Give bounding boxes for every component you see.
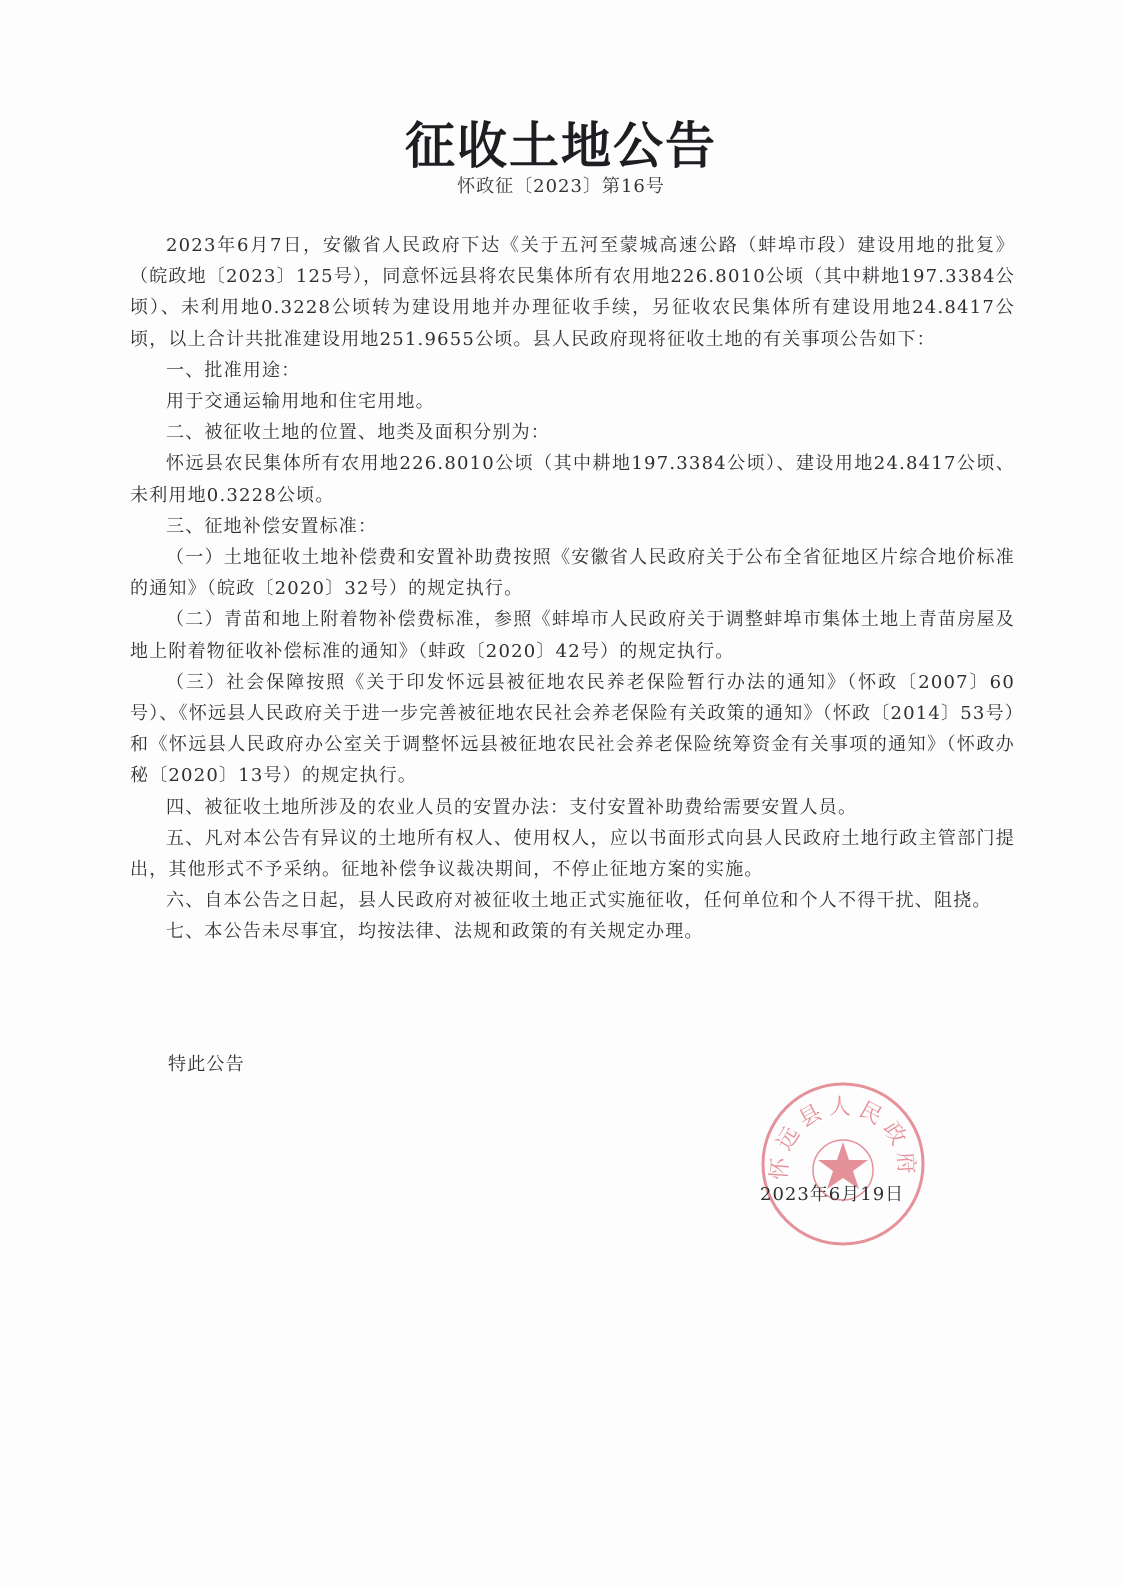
document-number: 怀政征〔2023〕第16号: [457, 176, 665, 197]
official-seal: [757, 1078, 929, 1250]
paragraph-section-3-heading: 三、征地补偿安置标准：: [166, 515, 378, 537]
document-title: 征收土地公告: [405, 117, 717, 175]
document-body: [130, 230, 1015, 948]
paragraph-intro: 2023年6月7日，安徽省人民政府下达《关于五河至蒙城高速公路（蚌埠市段）建设用地的批复》（皖政地〔2023〕125号），同意怀远县将农民集体所有农用地226.8010公顷（其中耕地197.3384公顷）、未利用地0.3228公顷转为建设用地并办理征收手续，另征收农民集体所有建设用地24.8417公顷，以上合计共批准建设用地251.9655公顷。县人民政府现将征收土地的有关事项公告如下：: [130, 235, 1015, 350]
paragraph-section-6: 六、自本公告之日起，县人民政府对被征收土地正式实施征收，任何单位和个人不得干扰、阻挠。: [166, 890, 992, 912]
paragraph-section-2-body: 怀远县农民集体所有农用地226.8010公顷（其中耕地197.3384公顷）、建设用地24.8417公顷、未利用地0.3228公顷。: [130, 453, 1015, 506]
document-date: 2023年6月19日: [760, 1184, 905, 1205]
paragraph-section-1-heading: 一、批准用途：: [166, 359, 301, 381]
paragraph-section-7: 七、本公告未尽事宜，均按法律、法规和政策的有关规定办理。: [166, 921, 704, 943]
paragraph-section-1-body: 用于交通运输用地和住宅用地。: [166, 391, 435, 413]
seal-text: 怀远县人民政府: [767, 1095, 919, 1181]
paragraph-section-3-item-3: （三）社会保障按照《关于印发怀远县被征地农民养老保险暂行办法的通知》（怀政〔2007〕60号）、《怀远县人民政府关于进一步完善被征地农民社会养老保险有关政策的通知》（怀政〔2014〕53号）和《怀远县人民政府办公室关于调整怀远县被征地农民社会养老保险统筹资金有关事项的通知》（怀政办秘〔2020〕13号）的规定执行。: [130, 671, 1015, 787]
closing-line: 特此公告: [168, 1054, 245, 1075]
paragraph-section-5: 五、凡对本公告有异议的土地所有权人、使用权人，应以书面形式向县人民政府土地行政主管部门提出，其他形式不予采纳。征地补偿争议裁决期间，不停止征地方案的实施。: [130, 827, 1015, 881]
paragraph-section-3-item-1: （一）土地征收土地补偿费和安置补助费按照《安徽省人民政府关于公布全省征地区片综合地价标准的通知》（皖政〔2020〕32号）的规定执行。: [130, 547, 1015, 600]
paragraph-section-4: 四、被征收土地所涉及的农业人员的安置办法：支付安置补助费给需要安置人员。: [166, 796, 858, 818]
paragraph-section-2-heading: 二、被征收土地的位置、地类及面积分别为：: [166, 422, 550, 444]
paragraph-section-3-item-2: （二）青苗和地上附着物补偿费标准，参照《蚌埠市人民政府关于调整蚌埠市集体土地上青苗房屋及地上附着物征收补偿标准的通知》（蚌政〔2020〕42号）的规定执行。: [130, 609, 1015, 662]
